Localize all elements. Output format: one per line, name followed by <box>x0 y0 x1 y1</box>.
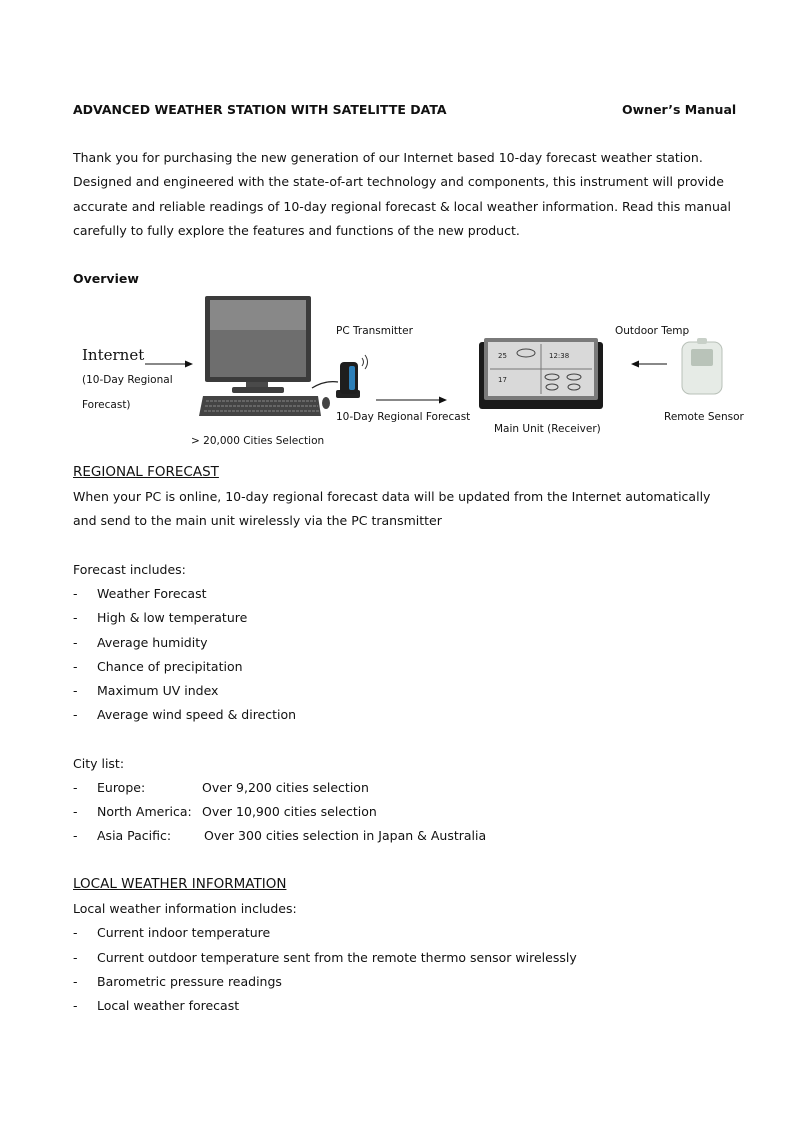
regional-forecast-heading: REGIONAL FORECAST <box>73 464 219 480</box>
list-item-text: Barometric pressure readings <box>97 974 282 989</box>
city-region: North America: <box>97 804 192 819</box>
arrow-right-icon <box>145 361 193 368</box>
list-item-text: Chance of precipitation <box>97 659 243 674</box>
bullet-dash: - <box>73 998 78 1013</box>
list-item-text: Average wind speed & direction <box>97 707 297 722</box>
list-item-text: Current indoor temperature <box>97 925 271 940</box>
regional-forecast-label: 10-Day Regional Forecast <box>336 411 471 423</box>
bullet-dash: - <box>73 950 78 965</box>
main-unit-icon <box>479 338 603 409</box>
bullet-dash: - <box>73 974 78 989</box>
remote-sensor-icon <box>682 338 722 394</box>
main-unit-label: Main Unit (Receiver) <box>494 423 601 435</box>
bullet-dash: - <box>73 635 78 650</box>
forecast-includes-label: Forecast includes: <box>73 562 186 577</box>
arrow-right-icon <box>376 397 447 404</box>
keyboard-icon <box>199 396 321 416</box>
intro-paragraph: Thank you for purchasing the new generation of our Internet based 10-day forecast weather station. Designed and engineered with the state-of-art technology and components, this instrument will provide accurate and reliable readings of 10-day regional forecast & local weather information. Read this manual carefully to fully explore the features and functions of the new product. <box>73 150 732 238</box>
bullet-dash: - <box>73 828 78 843</box>
city-count: Over 9,200 cities selection <box>202 780 369 795</box>
list-item-text: Average humidity <box>97 635 208 650</box>
display-outdoor-temp: 17 <box>498 376 507 384</box>
usb-cable <box>312 382 338 388</box>
pc-transmitter-label: PC Transmitter <box>336 325 413 337</box>
regional-forecast-paragraph: When your PC is online, 10-day regional forecast data will be updated from the Internet automatically and send to the main unit wirelessly via the PC transmitter <box>73 489 711 529</box>
city-count: Over 300 cities selection in Japan & Australia <box>204 828 487 843</box>
city-list-label: City list: <box>73 756 125 771</box>
city-region: Europe: <box>97 780 146 795</box>
arrow-left-icon <box>631 361 667 368</box>
bullet-dash: - <box>73 610 78 625</box>
local-includes-label: Local weather information includes: <box>73 901 297 916</box>
bullet-dash: - <box>73 586 78 601</box>
computer-monitor-icon <box>205 296 311 393</box>
display-time: 12:38 <box>549 352 570 360</box>
manual-label: Owner’s Manual <box>622 102 737 117</box>
internet-sub-label-2: Forecast) <box>82 399 131 411</box>
bullet-dash: - <box>73 659 78 674</box>
list-item-text: Local weather forecast <box>97 998 240 1013</box>
overview-heading: Overview <box>73 271 139 286</box>
display-indoor-temp: 25 <box>498 352 507 360</box>
internet-label: Internet <box>82 346 145 364</box>
bullet-dash: - <box>73 804 78 819</box>
list-item-text: Weather Forecast <box>97 586 207 601</box>
bullet-dash: - <box>73 683 78 698</box>
document-title: ADVANCED WEATHER STATION WITH SATELITTE DATA <box>73 102 447 117</box>
pc-transmitter-icon <box>336 355 368 398</box>
internet-sub-label-1: (10-Day Regional <box>82 374 173 386</box>
city-region: Asia Pacific: <box>97 828 172 843</box>
city-count: Over 10,900 cities selection <box>202 804 377 819</box>
list-item-text: Current outdoor temperature sent from the remote thermo sensor wirelessly <box>97 950 577 965</box>
list-item-text: High & low temperature <box>97 610 248 625</box>
mouse-icon <box>322 397 330 409</box>
remote-sensor-label: Remote Sensor <box>664 411 744 423</box>
list-item-text: Maximum UV index <box>97 683 219 698</box>
bullet-dash: - <box>73 925 78 940</box>
bullet-dash: - <box>73 780 78 795</box>
local-weather-heading: LOCAL WEATHER INFORMATION <box>73 876 287 892</box>
bullet-dash: - <box>73 707 78 722</box>
overview-diagram <box>0 0 802 450</box>
outdoor-temp-label: Outdoor Temp <box>615 325 690 337</box>
cities-selection-label: > 20,000 Cities Selection <box>191 435 325 447</box>
